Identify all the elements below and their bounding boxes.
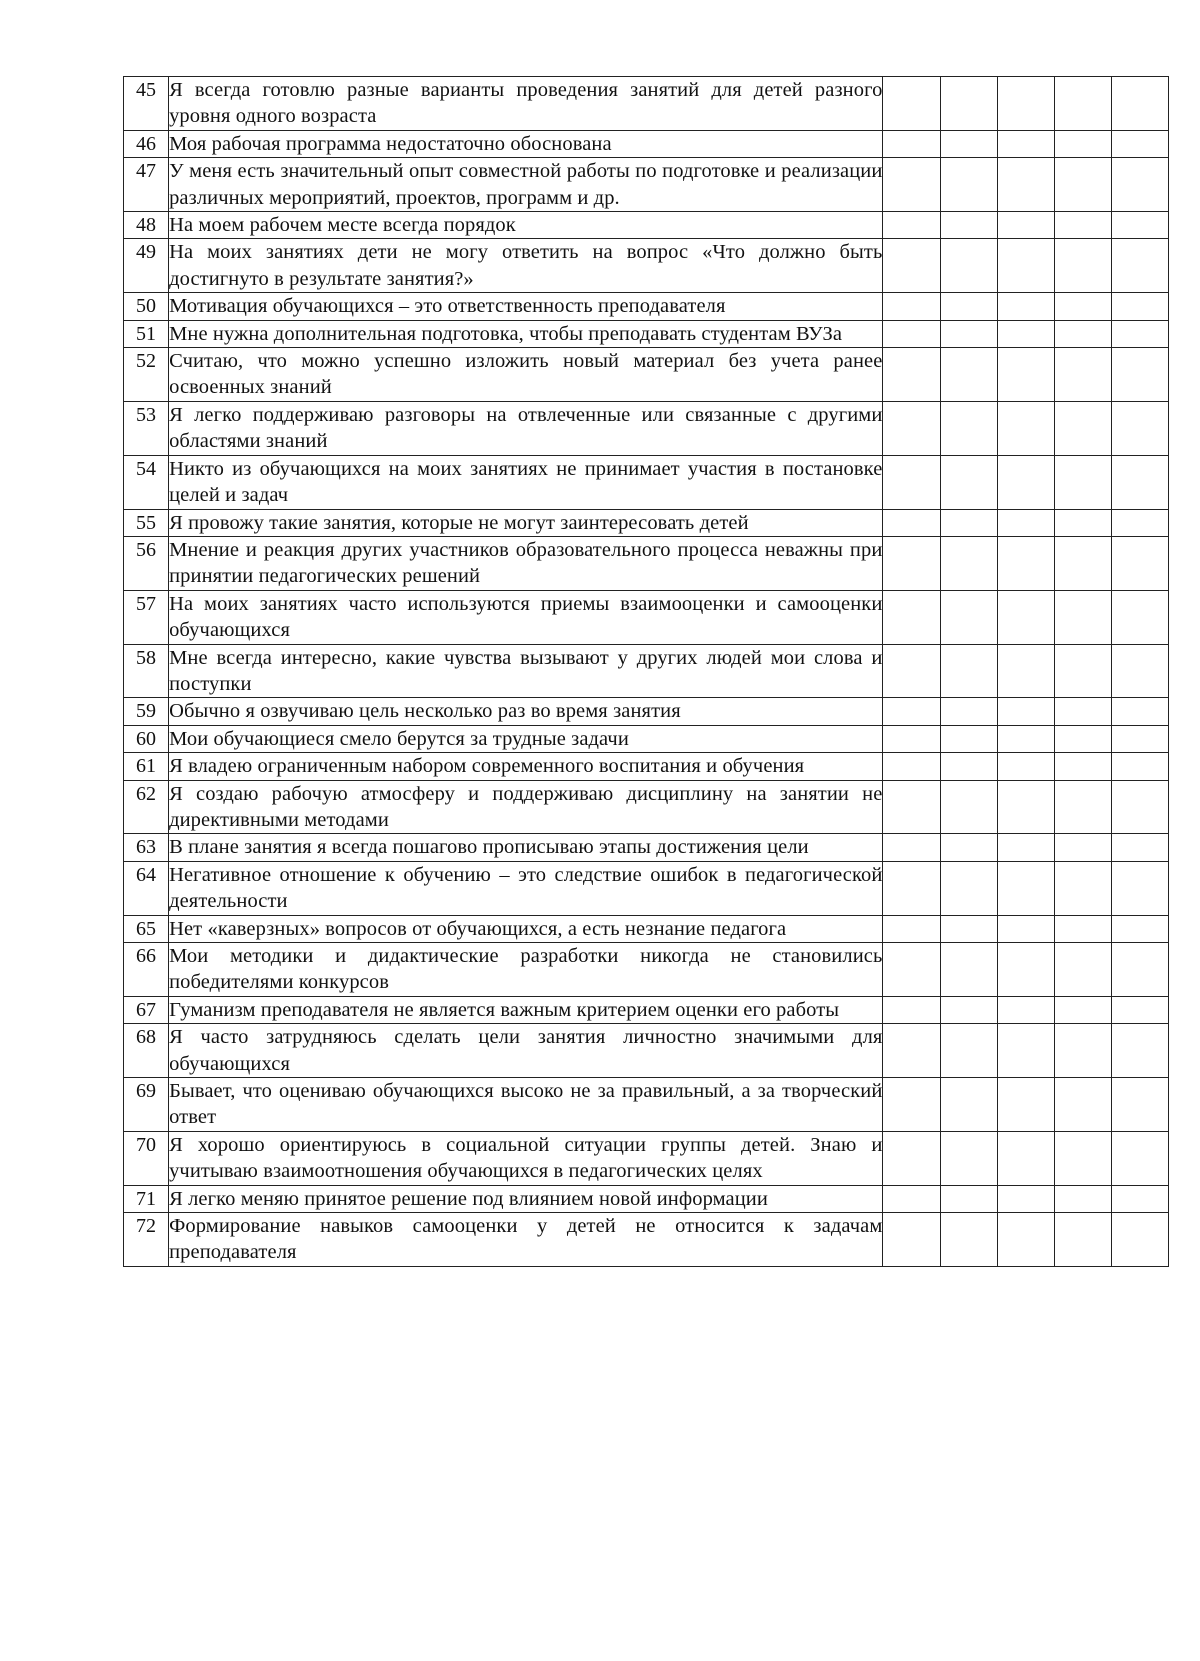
answer-cell[interactable] [940, 753, 997, 780]
answer-cell[interactable] [883, 698, 940, 725]
answer-cell[interactable] [997, 401, 1054, 455]
answer-cell[interactable] [1111, 834, 1168, 861]
answer-cell[interactable] [997, 996, 1054, 1023]
answer-cell[interactable] [997, 644, 1054, 698]
table-row [124, 590, 1169, 644]
answer-cell[interactable] [997, 130, 1054, 157]
answer-cell[interactable] [1054, 1213, 1111, 1267]
answer-cell[interactable] [1054, 753, 1111, 780]
question-text: Гуманизм преподавателя не является важным критерием оценки его работы [169, 996, 883, 1023]
answer-cell[interactable] [883, 1213, 940, 1267]
table-row [124, 1024, 1169, 1078]
answer-cell[interactable] [1054, 293, 1111, 320]
answer-cell[interactable] [940, 536, 997, 590]
answer-cell[interactable] [997, 348, 1054, 402]
table-row [124, 130, 1169, 157]
answer-cell[interactable] [1054, 915, 1111, 942]
answer-cell[interactable] [997, 1213, 1054, 1267]
answer-cell[interactable] [940, 1185, 997, 1212]
answer-cell[interactable] [1111, 320, 1168, 347]
question-text: Формирование навыков самооценки у детей не относится к задачам преподавателя [169, 1213, 883, 1267]
question-text: Обычно я озвучиваю цель несколько раз во время занятия [169, 698, 883, 725]
table-row [124, 1078, 1169, 1132]
question-number: 52 [124, 348, 169, 402]
question-number: 57 [124, 590, 169, 644]
question-number: 45 [124, 77, 169, 131]
answer-cell[interactable] [883, 130, 940, 157]
table-row [124, 780, 1169, 834]
table-row [124, 455, 1169, 509]
answer-cell[interactable] [883, 212, 940, 239]
table-row [124, 1213, 1169, 1267]
question-text: Мои методики и дидактические разработки никогда не становились победителями конкурсов [169, 943, 883, 997]
question-number: 55 [124, 509, 169, 536]
answer-cell[interactable] [1054, 1131, 1111, 1185]
answer-cell[interactable] [883, 590, 940, 644]
answer-cell[interactable] [1111, 455, 1168, 509]
question-text: Я владею ограниченным набором современного воспитания и обучения [169, 753, 883, 780]
question-number: 49 [124, 239, 169, 293]
question-number: 65 [124, 915, 169, 942]
answer-cell[interactable] [1111, 1078, 1168, 1132]
answer-cell[interactable] [883, 1078, 940, 1132]
answer-cell[interactable] [940, 1024, 997, 1078]
table-row [124, 915, 1169, 942]
answer-cell[interactable] [1111, 996, 1168, 1023]
answer-cell[interactable] [940, 996, 997, 1023]
answer-cell[interactable] [940, 348, 997, 402]
table-row [124, 158, 1169, 212]
answer-cell[interactable] [997, 753, 1054, 780]
answer-cell[interactable] [997, 1131, 1054, 1185]
answer-cell[interactable] [883, 996, 940, 1023]
question-number: 70 [124, 1131, 169, 1185]
question-number: 68 [124, 1024, 169, 1078]
answer-cell[interactable] [883, 77, 940, 131]
answer-cell[interactable] [940, 644, 997, 698]
answer-cell[interactable] [997, 509, 1054, 536]
answer-cell[interactable] [883, 943, 940, 997]
answer-cell[interactable] [1111, 348, 1168, 402]
answer-cell[interactable] [997, 590, 1054, 644]
answer-cell[interactable] [1111, 509, 1168, 536]
answer-cell[interactable] [1054, 77, 1111, 131]
answer-cell[interactable] [883, 239, 940, 293]
questionnaire-table [123, 76, 1169, 1267]
answer-cell[interactable] [997, 698, 1054, 725]
question-text: Я хорошо ориентируюсь в социальной ситуации группы детей. Знаю и учитываю взаимоотношения обучающихся в педагогических целях [169, 1131, 883, 1185]
answer-cell[interactable] [883, 320, 940, 347]
answer-cell[interactable] [1054, 536, 1111, 590]
answer-cell[interactable] [997, 780, 1054, 834]
answer-cell[interactable] [1054, 455, 1111, 509]
questionnaire-table-body [124, 77, 1169, 1267]
question-text: Мнение и реакция других участников образовательного процесса неважны при принятии педагогических решений [169, 536, 883, 590]
question-text: Моя рабочая программа недостаточно обоснована [169, 130, 883, 157]
answer-cell[interactable] [1111, 401, 1168, 455]
question-text: В плане занятия я всегда пошагово прописываю этапы достижения цели [169, 834, 883, 861]
table-row [124, 536, 1169, 590]
answer-cell[interactable] [1054, 1185, 1111, 1212]
answer-cell[interactable] [1111, 1024, 1168, 1078]
table-row [124, 293, 1169, 320]
answer-cell[interactable] [997, 212, 1054, 239]
question-number: 61 [124, 753, 169, 780]
answer-cell[interactable] [883, 536, 940, 590]
question-text: Негативное отношение к обучению – это следствие ошибок в педагогической деятельности [169, 861, 883, 915]
answer-cell[interactable] [997, 536, 1054, 590]
answer-cell[interactable] [1054, 509, 1111, 536]
answer-cell[interactable] [1054, 780, 1111, 834]
answer-cell[interactable] [883, 158, 940, 212]
question-text: Я часто затрудняюсь сделать цели занятия личностно значимыми для обучающихся [169, 1024, 883, 1078]
answer-cell[interactable] [1054, 320, 1111, 347]
answer-cell[interactable] [1111, 861, 1168, 915]
question-text: Считаю, что можно успешно изложить новый материал без учета ранее освоенных знаний [169, 348, 883, 402]
answer-cell[interactable] [940, 401, 997, 455]
answer-cell[interactable] [1054, 1024, 1111, 1078]
answer-cell[interactable] [1111, 77, 1168, 131]
answer-cell[interactable] [940, 1078, 997, 1132]
table-row [124, 239, 1169, 293]
question-number: 54 [124, 455, 169, 509]
question-number: 71 [124, 1185, 169, 1212]
question-text: Я создаю рабочую атмосферу и поддерживаю дисциплину на занятии не директивными методами [169, 780, 883, 834]
table-row [124, 644, 1169, 698]
answer-cell[interactable] [883, 861, 940, 915]
question-text: Мотивация обучающихся – это ответственность преподавателя [169, 293, 883, 320]
answer-cell[interactable] [883, 725, 940, 752]
answer-cell[interactable] [997, 293, 1054, 320]
answer-cell[interactable] [1111, 1213, 1168, 1267]
answer-cell[interactable] [940, 725, 997, 752]
answer-cell[interactable] [883, 644, 940, 698]
question-number: 51 [124, 320, 169, 347]
table-row [124, 212, 1169, 239]
question-text: Мне всегда интересно, какие чувства вызывают у других людей мои слова и поступки [169, 644, 883, 698]
table-row [124, 509, 1169, 536]
answer-cell[interactable] [883, 401, 940, 455]
answer-cell[interactable] [1111, 158, 1168, 212]
table-row [124, 861, 1169, 915]
table-row [124, 834, 1169, 861]
answer-cell[interactable] [997, 158, 1054, 212]
question-text: На моих занятиях дети не могу ответить на вопрос «Что должно быть достигнуто в результате занятия?» [169, 239, 883, 293]
question-text: Бывает, что оцениваю обучающихся высоко не за правильный, а за творческий ответ [169, 1078, 883, 1132]
answer-cell[interactable] [1111, 239, 1168, 293]
answer-cell[interactable] [1111, 1131, 1168, 1185]
table-row [124, 320, 1169, 347]
answer-cell[interactable] [883, 780, 940, 834]
answer-cell[interactable] [1054, 401, 1111, 455]
question-number: 63 [124, 834, 169, 861]
answer-cell[interactable] [1111, 293, 1168, 320]
table-row [124, 996, 1169, 1023]
question-text: У меня есть значительный опыт совместной работы по подготовке и реализации различных мероприятий, проектов, программ и др. [169, 158, 883, 212]
answer-cell[interactable] [940, 1213, 997, 1267]
question-text: Никто из обучающихся на моих занятиях не принимает участия в постановке целей и задач [169, 455, 883, 509]
answer-cell[interactable] [883, 915, 940, 942]
answer-cell[interactable] [940, 77, 997, 131]
answer-cell[interactable] [1054, 239, 1111, 293]
answer-cell[interactable] [1111, 536, 1168, 590]
answer-cell[interactable] [997, 320, 1054, 347]
answer-cell[interactable] [940, 943, 997, 997]
question-number: 58 [124, 644, 169, 698]
answer-cell[interactable] [940, 915, 997, 942]
question-number: 53 [124, 401, 169, 455]
answer-cell[interactable] [883, 834, 940, 861]
question-number: 67 [124, 996, 169, 1023]
question-number: 48 [124, 212, 169, 239]
answer-cell[interactable] [940, 509, 997, 536]
answer-cell[interactable] [1054, 861, 1111, 915]
answer-cell[interactable] [883, 1185, 940, 1212]
table-row [124, 401, 1169, 455]
answer-cell[interactable] [1111, 212, 1168, 239]
answer-cell[interactable] [1054, 725, 1111, 752]
question-number: 47 [124, 158, 169, 212]
question-text: Мои обучающиеся смело берутся за трудные задачи [169, 725, 883, 752]
answer-cell[interactable] [883, 1024, 940, 1078]
question-number: 59 [124, 698, 169, 725]
answer-cell[interactable] [997, 77, 1054, 131]
table-row [124, 753, 1169, 780]
answer-cell[interactable] [940, 293, 997, 320]
answer-cell[interactable] [1054, 996, 1111, 1023]
question-text: Я провожу такие занятия, которые не могут заинтересовать детей [169, 509, 883, 536]
answer-cell[interactable] [940, 212, 997, 239]
answer-cell[interactable] [1054, 348, 1111, 402]
answer-cell[interactable] [940, 590, 997, 644]
answer-cell[interactable] [997, 455, 1054, 509]
question-text: Нет «каверзных» вопросов от обучающихся, а есть незнание педагога [169, 915, 883, 942]
answer-cell[interactable] [1111, 753, 1168, 780]
answer-cell[interactable] [997, 1024, 1054, 1078]
answer-cell[interactable] [940, 130, 997, 157]
answer-cell[interactable] [997, 915, 1054, 942]
answer-cell[interactable] [940, 698, 997, 725]
question-number: 69 [124, 1078, 169, 1132]
answer-cell[interactable] [1111, 725, 1168, 752]
question-number: 56 [124, 536, 169, 590]
answer-cell[interactable] [997, 239, 1054, 293]
answer-cell[interactable] [940, 780, 997, 834]
question-text: Мне нужна дополнительная подготовка, чтобы преподавать студентам ВУЗа [169, 320, 883, 347]
answer-cell[interactable] [1054, 212, 1111, 239]
answer-cell[interactable] [997, 1185, 1054, 1212]
question-number: 60 [124, 725, 169, 752]
answer-cell[interactable] [1054, 130, 1111, 157]
answer-cell[interactable] [1054, 698, 1111, 725]
answer-cell[interactable] [940, 158, 997, 212]
question-text: Я легко поддерживаю разговоры на отвлеченные или связанные с другими областями знаний [169, 401, 883, 455]
question-text: Я легко меняю принятое решение под влиянием новой информации [169, 1185, 883, 1212]
answer-cell[interactable] [1054, 943, 1111, 997]
answer-cell[interactable] [997, 1078, 1054, 1132]
answer-cell[interactable] [1111, 698, 1168, 725]
question-number: 72 [124, 1213, 169, 1267]
answer-cell[interactable] [997, 861, 1054, 915]
question-text: Я всегда готовлю разные варианты проведения занятий для детей разного уровня одного возраста [169, 77, 883, 131]
table-row [124, 698, 1169, 725]
answer-cell[interactable] [883, 455, 940, 509]
table-row [124, 943, 1169, 997]
answer-cell[interactable] [883, 1131, 940, 1185]
answer-cell[interactable] [1054, 158, 1111, 212]
answer-cell[interactable] [997, 943, 1054, 997]
answer-cell[interactable] [1111, 644, 1168, 698]
answer-cell[interactable] [883, 348, 940, 402]
answer-cell[interactable] [1054, 834, 1111, 861]
table-row [124, 348, 1169, 402]
question-number: 46 [124, 130, 169, 157]
answer-cell[interactable] [997, 725, 1054, 752]
answer-cell[interactable] [1111, 1185, 1168, 1212]
table-row [124, 77, 1169, 131]
question-number: 62 [124, 780, 169, 834]
answer-cell[interactable] [1054, 590, 1111, 644]
table-row [124, 1185, 1169, 1212]
answer-cell[interactable] [1054, 1078, 1111, 1132]
answer-cell[interactable] [1111, 590, 1168, 644]
answer-cell[interactable] [1111, 780, 1168, 834]
answer-cell[interactable] [940, 834, 997, 861]
question-number: 66 [124, 943, 169, 997]
table-row [124, 725, 1169, 752]
answer-cell[interactable] [940, 239, 997, 293]
answer-cell[interactable] [997, 834, 1054, 861]
answer-cell[interactable] [883, 293, 940, 320]
answer-cell[interactable] [940, 455, 997, 509]
answer-cell[interactable] [1111, 943, 1168, 997]
answer-cell[interactable] [883, 753, 940, 780]
answer-cell[interactable] [940, 1131, 997, 1185]
answer-cell[interactable] [1054, 644, 1111, 698]
question-text: На моем рабочем месте всегда порядок [169, 212, 883, 239]
answer-cell[interactable] [940, 320, 997, 347]
question-number: 64 [124, 861, 169, 915]
answer-cell[interactable] [1111, 130, 1168, 157]
answer-cell[interactable] [883, 509, 940, 536]
answer-cell[interactable] [1111, 915, 1168, 942]
question-text: На моих занятиях часто используются приемы взаимооценки и самооценки обучающихся [169, 590, 883, 644]
question-number: 50 [124, 293, 169, 320]
table-row [124, 1131, 1169, 1185]
answer-cell[interactable] [940, 861, 997, 915]
